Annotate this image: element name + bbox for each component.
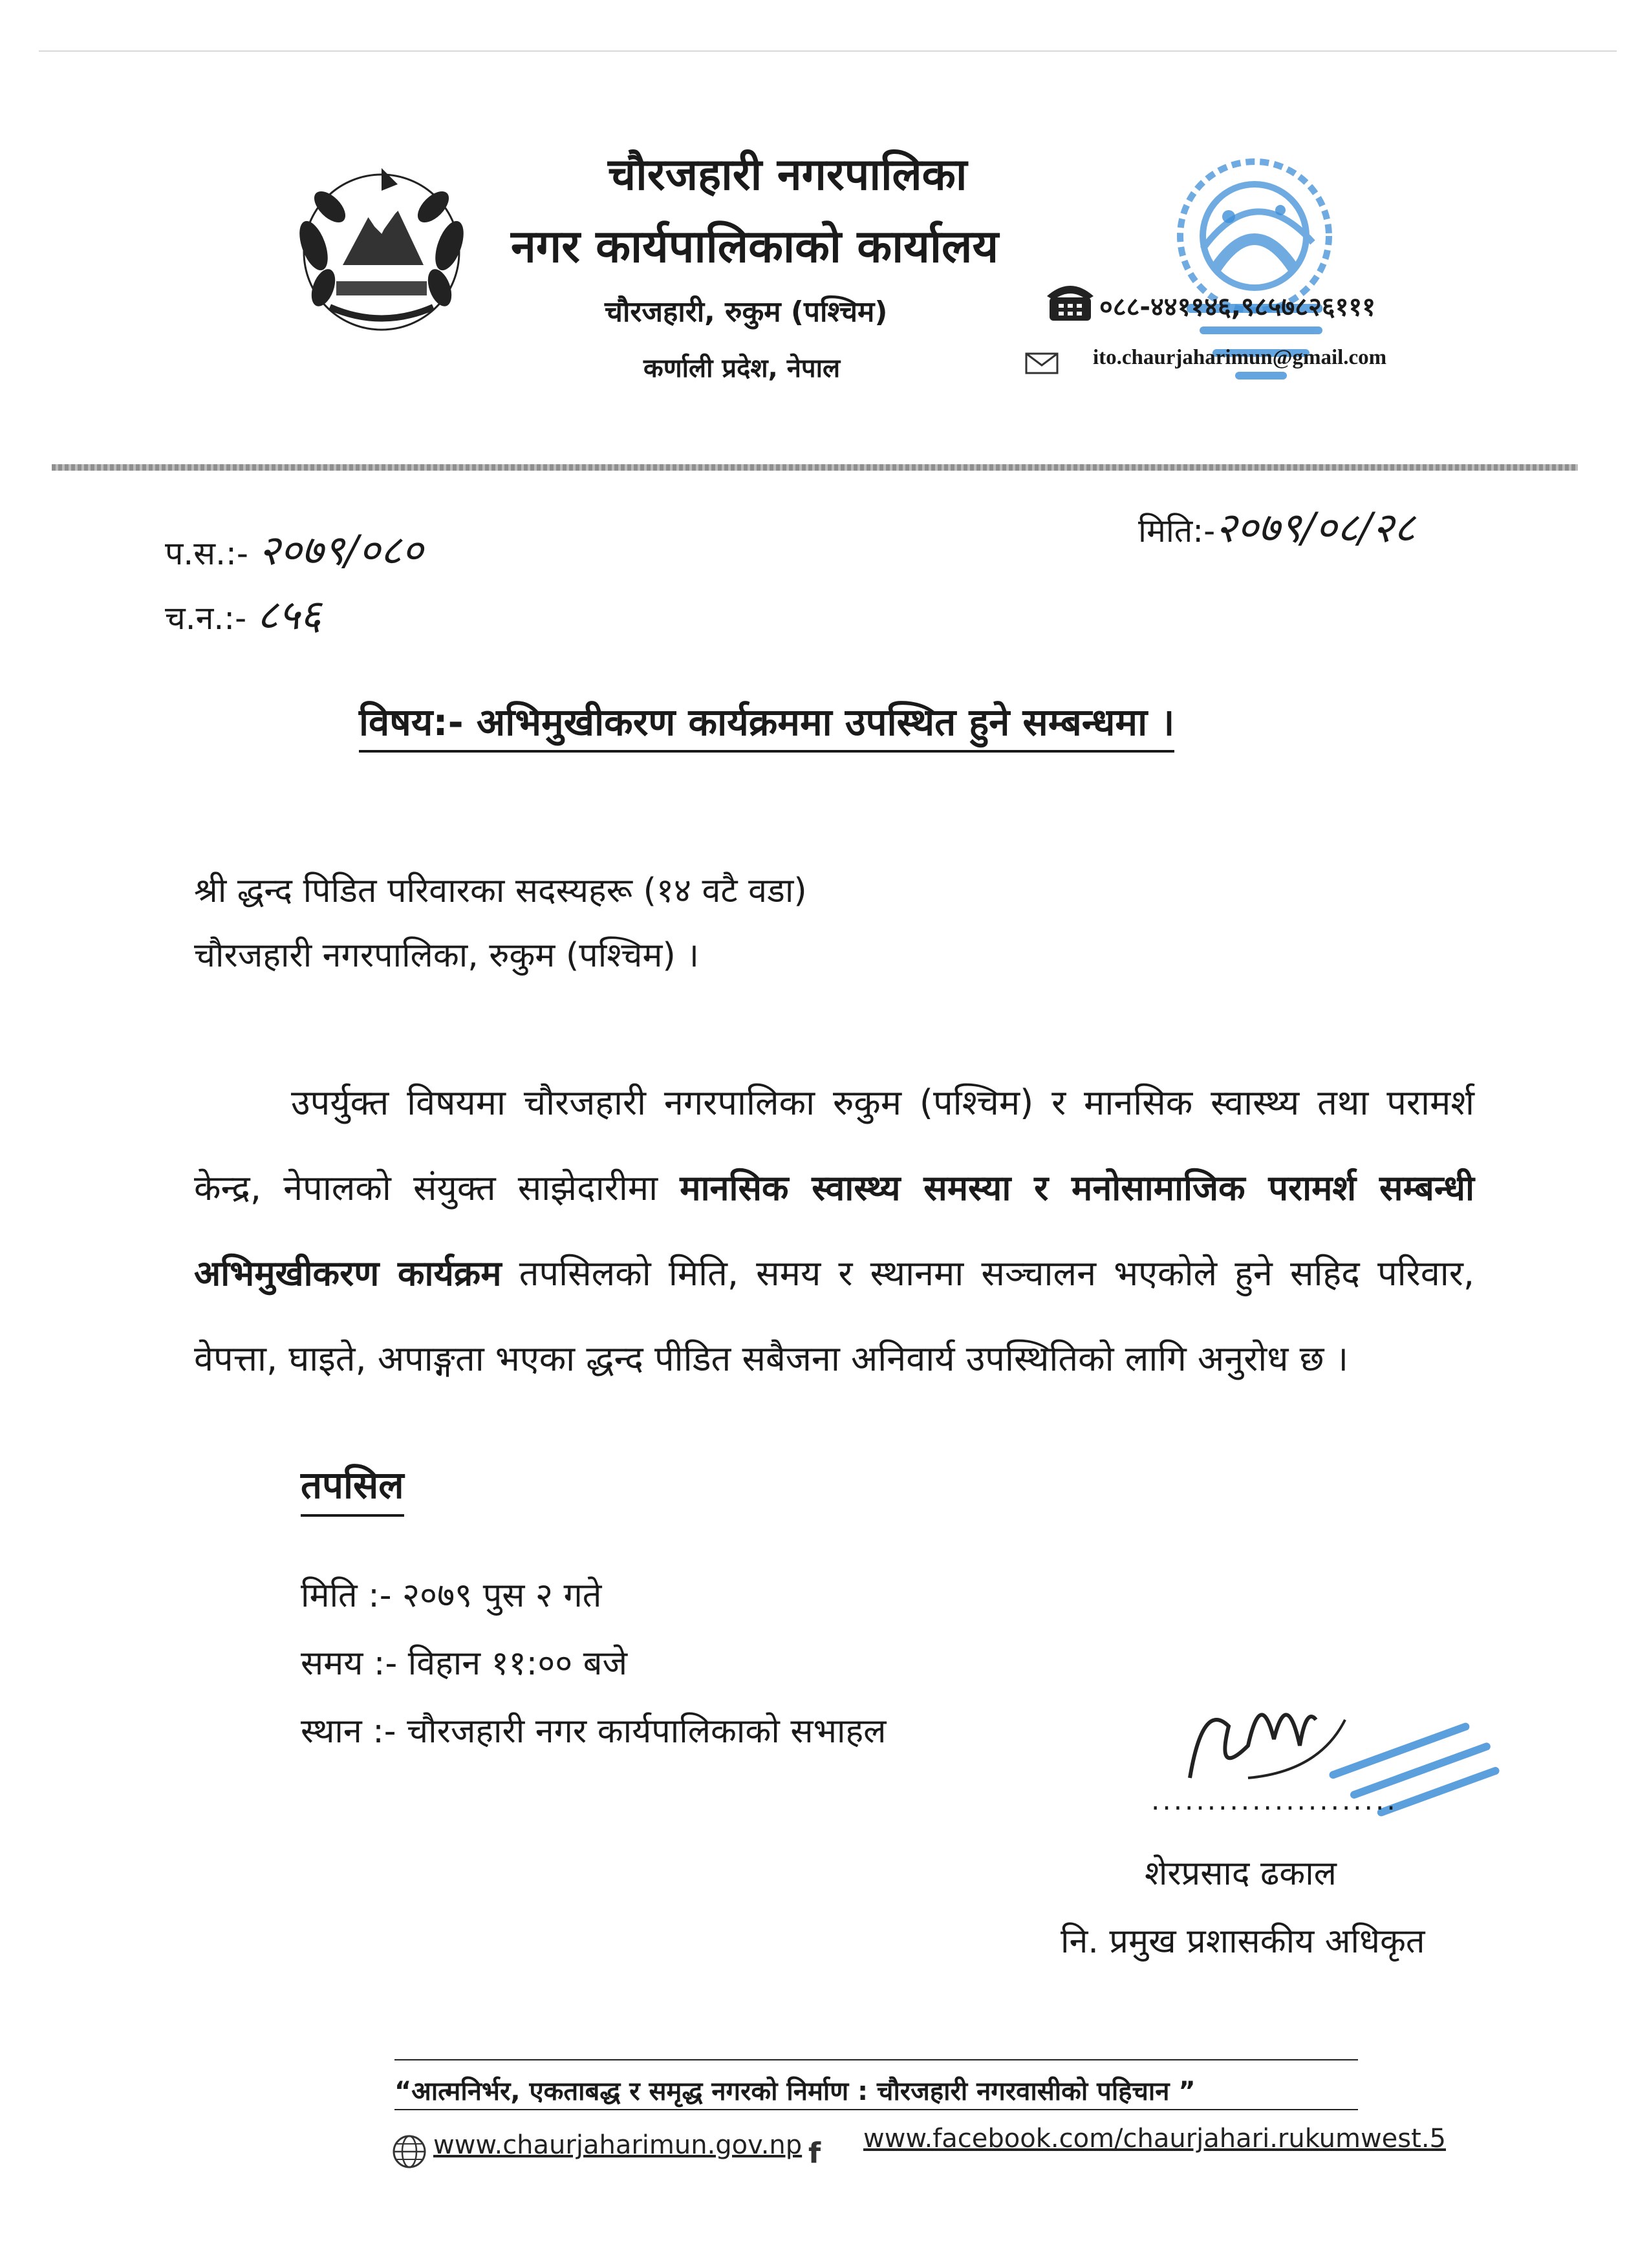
schedule-time: समय :- विहान ११:०० बजे [301, 1644, 628, 1683]
letter-subject: विषय:- अभिमुखीकरण कार्यक्रममा उपस्थित हुने सम्बन्धमा । [359, 695, 1174, 753]
reference-number [165, 520, 423, 577]
office-stamp [1125, 139, 1384, 411]
signatory-name: शेरप्रसाद ढकाल [1145, 1854, 1337, 1893]
reference-label: प.स.:- [165, 535, 248, 572]
schedule-date: मिति :- २०७९ पुस २ गते [301, 1576, 602, 1615]
schedule-venue: स्थान :- चौरजहारी नगर कार्यपालिकाको सभाहल [301, 1712, 887, 1751]
dispatch-number [165, 585, 321, 641]
signature-line: ...................... [1151, 1784, 1398, 1816]
office-address: चौरजहारी, रुकुम (पश्चिम) [605, 295, 888, 328]
municipality-name: चौरजहारी नगरपालिका [608, 149, 967, 200]
facebook-link[interactable]: www.facebook.com/chaurjahari.rukumwest.5 [863, 2124, 1446, 2154]
phone-numbers: ०८८-४४११४६,९८५७८२६१११ [1099, 292, 1375, 322]
signatory-designation: नि. प्रमुख प्रशासकीय अधिकृत [1061, 1922, 1425, 1961]
recipient-line-1: श्री द्धन्द पिडित परिवारका सदस्यहरू (१४ वटै वडा) [194, 872, 807, 910]
office-email: ito.chaurjaharimun@gmail.com [1093, 346, 1387, 369]
date-label: मिति:- [1138, 512, 1216, 550]
telephone-icon [1044, 278, 1096, 323]
globe-icon [391, 2134, 427, 2170]
facebook-icon: f [808, 2137, 821, 2170]
reference-value: २०७९/०८० [258, 527, 424, 575]
schedule-heading: तपसिल [301, 1458, 404, 1517]
date-value: २०७९/०८/२८ [1215, 504, 1416, 552]
letter-body [194, 1060, 1474, 1402]
office-name: नगर कार्यपालिकाको कार्यालय [511, 220, 999, 273]
office-province: कर्णाली प्रदेश, नेपाल [643, 354, 841, 383]
footer-rule-top [394, 2059, 1358, 2060]
footer-motto: “आत्मनिर्भर, एकताबद्ध र समृद्ध नगरको निर्माण : चौरजहारी नगरवासीको पहिचान ” [394, 2077, 1196, 2106]
recipient-line-2: चौरजहारी नगरपालिका, रुकुम (पश्चिम) । [194, 936, 699, 975]
body-program-name: मानसिक स्वास्थ्य समस्या र मनोसामाजिक परामर्श सम्बन्धी अभिमुखीकरण कार्यक्रम [194, 1168, 1474, 1294]
body-text-part-1: उपर्युक्त विषयमा चौरजहारी नगरपालिका रुकुम (पश्चिम) र मानसिक स्वास्थ्य तथा परामर्श केन्द्र, नेपालको संयुक्त साझेदारीमा [194, 1082, 1474, 1208]
header-divider [52, 464, 1578, 471]
dispatch-label: च.न.:- [165, 599, 247, 637]
body-text-part-2: तपसिलको मिति, समय र स्थानमा सञ्चालन भएकोले हुने सहिद परिवार, वेपत्ता, घाइते, अपाङ्गता भएका द्धन्द पीडित सबैजना अनिवार्य उपस्थितिको लागि अनुरोध छ । [194, 1253, 1474, 1379]
footer-rule-bottom [394, 2109, 1358, 2110]
website-link[interactable]: www.chaurjaharimun.gov.np [433, 2130, 803, 2160]
email-icon [1025, 352, 1059, 374]
dispatch-value: ८५६ [257, 592, 321, 639]
top-scan-edge [39, 50, 1617, 52]
nepal-emblem-icon [285, 155, 479, 349]
letter-date [1138, 498, 1416, 554]
